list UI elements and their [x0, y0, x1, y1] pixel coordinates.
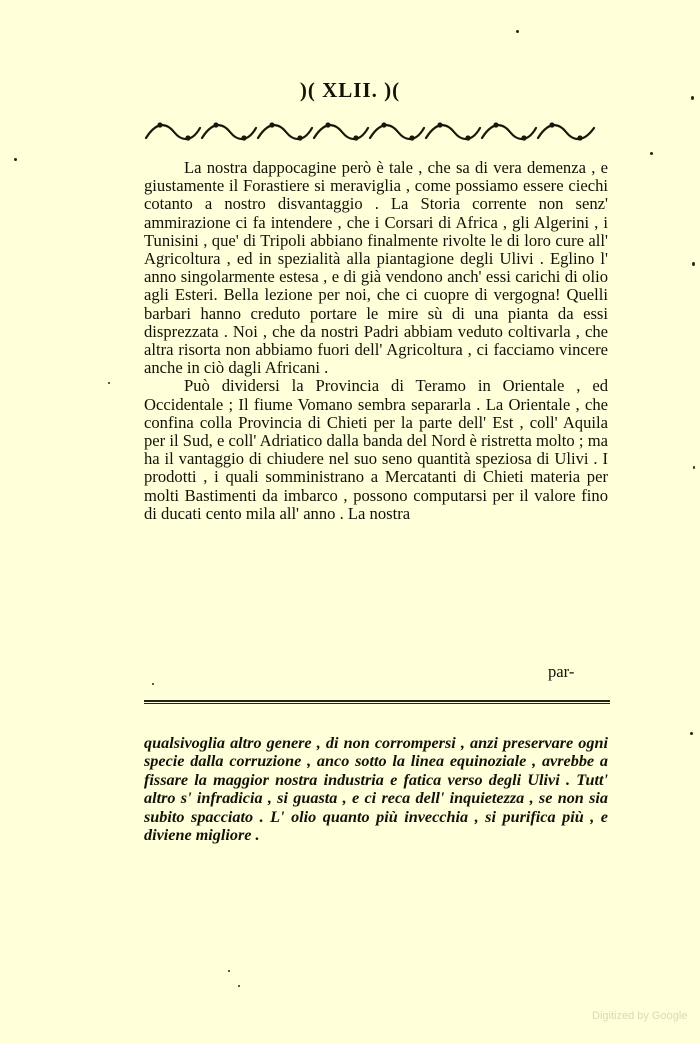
catchword: par- [548, 662, 575, 681]
paragraph-2: Può dividersi la Provincia di Teramo in Orientale , ed Occidentale ; Il fiume Vomano sembra separarla . La Orientale , che confina colla Provincia di Chieti per la parte dell' Est , coll' Aquila per il Sud, e coll' Adriatico dalla banda del Nord è ristretta molto ; ma ha il vantaggio di chiudere nel suo seno quantità speziosa di Ulivi . I prodotti , i quali somministrano a Mercatanti di Chieti materia per molti Bastimenti da imbarco , possono computarsi per il valore fino di ducati cento mila all' anno . La nostra [144, 376, 608, 523]
footnote-divider [144, 700, 610, 704]
ornament-band-icon [142, 116, 598, 146]
ink-speck [690, 732, 693, 735]
ink-speck [152, 683, 154, 685]
paragraph-1: La nostra dappocagine però è tale , che sa di vera demenza , e giustamente il Forastiere si meraviglia , come possiamo essere ciechi cotanto a nostro disvantaggio . La Storia corrente non senz' ammirazione ci fa intendere , che i Corsari di Africa , gli Algerini , i Tunisini , que' di Tripoli abbiano finalmente rivolte le di loro cure all' Agricoltura , ed in spezialità alla piantagione degli Ulivi . Eglino l' anno singolarmente estesa , e di già vendono anch' essi carichi di olio agli Esteri. Bella lezione per noi, che ci cuopre di vergogna! Quelli barbari hanno creduto portare le mire sù di una pianta da essi disprezzata . Noi , che da nostri Padri abbiam veduto coltivarla , che altra risorta non abbiamo fuori dell' Agricoltura , ci facciamo vincere anche in ciò dagli Africani . [144, 158, 608, 378]
ink-speck [228, 970, 230, 972]
main-text [144, 159, 608, 523]
ink-speck [516, 30, 519, 33]
ink-speck [238, 985, 240, 987]
ink-speck [693, 466, 695, 469]
ink-speck [650, 152, 653, 155]
ink-speck [14, 158, 17, 161]
footnote: qualsivoglia altro genere , di non corrompersi , anzi preservare ogni specie dalla corruzione , anco sotto la linea equinoziale , avrebbe a fissare la maggior nostra industria e fatica verso degli Ulivi . Tutt' altro s' infradicia , si guasta , e ci reca dell' inquietezza , se non sia subito spacciato . L' olio quanto più invecchia , si purifica più , e diviene migliore . [144, 734, 608, 845]
ink-speck [692, 262, 695, 266]
page-header: )( XLII. )( [299, 78, 401, 102]
ink-speck [691, 96, 694, 100]
ink-speck [108, 382, 110, 384]
watermark: Digitized by Google [592, 1010, 688, 1022]
